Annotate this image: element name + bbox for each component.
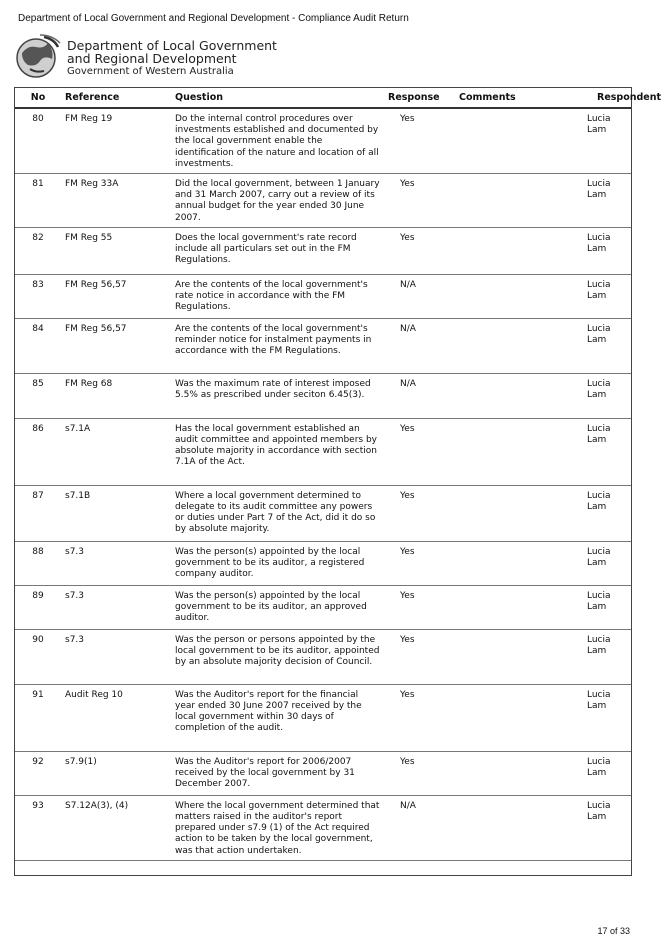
table-body xyxy=(15,108,631,860)
row-reference: FM Reg 33A xyxy=(61,174,171,228)
row-reference: S7.12A(3), (4) xyxy=(61,795,171,860)
row-response: Yes xyxy=(384,541,455,585)
table-row xyxy=(15,227,631,274)
logo-gov-line: Government of Western Australia xyxy=(67,66,234,77)
row-no: 88 xyxy=(15,541,61,585)
row-question: Was the person(s) appointed by the local government to be its auditor, an approved auditor. xyxy=(171,585,384,629)
row-respondent: Lucia Lam xyxy=(573,585,631,629)
table-row xyxy=(15,108,631,174)
row-comments xyxy=(455,227,573,274)
row-no: 82 xyxy=(15,227,61,274)
row-comments xyxy=(455,274,573,318)
row-reference: Audit Reg 10 xyxy=(61,684,171,751)
header-reference: Reference xyxy=(61,88,171,108)
row-no: 90 xyxy=(15,629,61,684)
row-question: Has the local government established an audit committee and appointed members by absolute majority in accordance with section 7.1A of the Act. xyxy=(171,418,384,485)
row-respondent: Lucia Lam xyxy=(573,274,631,318)
row-question: Was the person(s) appointed by the local government to be its auditor, a registered company auditor. xyxy=(171,541,384,585)
header-no: No xyxy=(15,88,61,108)
row-comments xyxy=(455,318,573,373)
table-header-row xyxy=(15,88,631,108)
row-reference: FM Reg 56,57 xyxy=(61,274,171,318)
row-question: Where a local government determined to delegate to its audit committee any powers or duties under Part 7 of the Act, did it do so by absolute majority. xyxy=(171,485,384,541)
table-row xyxy=(15,373,631,418)
table-row xyxy=(15,795,631,860)
row-respondent: Lucia Lam xyxy=(573,227,631,274)
header-comments: Comments xyxy=(455,88,573,108)
row-response: Yes xyxy=(384,684,455,751)
row-reference: FM Reg 55 xyxy=(61,227,171,274)
row-response: N/A xyxy=(384,274,455,318)
row-question: Does the local government's rate record include all particulars set out in the FM Regulations. xyxy=(171,227,384,274)
row-reference: s7.3 xyxy=(61,629,171,684)
row-reference: FM Reg 68 xyxy=(61,373,171,418)
row-respondent: Lucia Lam xyxy=(573,318,631,373)
row-respondent: Lucia Lam xyxy=(573,629,631,684)
row-response: Yes xyxy=(384,585,455,629)
document-header: Department of Local Government and Regional Development - Compliance Audit Return xyxy=(18,13,409,24)
row-question: Did the local government, between 1 January and 31 March 2007, carry out a review of its annual budget for the year ended 30 June 2007. xyxy=(171,174,384,228)
table-row xyxy=(15,274,631,318)
row-no: 84 xyxy=(15,318,61,373)
header-question: Question xyxy=(171,88,384,108)
header-response: Response xyxy=(384,88,455,108)
row-response: N/A xyxy=(384,318,455,373)
header-respondent: Respondent xyxy=(573,88,631,108)
row-question: Where the local government determined that matters raised in the auditor's report prepared under s7.9 (1) of the Act required action to be taken by the local government, was that action undertaken. xyxy=(171,795,384,860)
table-row xyxy=(15,418,631,485)
row-no: 87 xyxy=(15,485,61,541)
row-question: Was the Auditor's report for 2006/2007 received by the local government by 31 December 2007. xyxy=(171,751,384,795)
row-response: Yes xyxy=(384,174,455,228)
row-comments xyxy=(455,795,573,860)
row-respondent: Lucia Lam xyxy=(573,485,631,541)
row-comments xyxy=(455,373,573,418)
row-comments xyxy=(455,541,573,585)
row-respondent: Lucia Lam xyxy=(573,541,631,585)
row-no: 93 xyxy=(15,795,61,860)
table-row xyxy=(15,585,631,629)
row-reference: s7.9(1) xyxy=(61,751,171,795)
row-reference: s7.3 xyxy=(61,541,171,585)
row-respondent: Lucia Lam xyxy=(573,795,631,860)
row-respondent: Lucia Lam xyxy=(573,418,631,485)
table-row xyxy=(15,174,631,228)
row-response: Yes xyxy=(384,629,455,684)
row-reference: FM Reg 19 xyxy=(61,108,171,174)
row-question: Was the maximum rate of interest imposed 5.5% as prescribed under seciton 6.45(3). xyxy=(171,373,384,418)
row-no: 91 xyxy=(15,684,61,751)
row-comments xyxy=(455,629,573,684)
row-respondent: Lucia Lam xyxy=(573,684,631,751)
row-no: 86 xyxy=(15,418,61,485)
row-comments xyxy=(455,751,573,795)
page-number: 17 of 33 xyxy=(597,926,630,936)
row-response: Yes xyxy=(384,485,455,541)
row-comments xyxy=(455,684,573,751)
row-reference: s7.1B xyxy=(61,485,171,541)
table-row xyxy=(15,629,631,684)
row-reference: FM Reg 56,57 xyxy=(61,318,171,373)
table-row xyxy=(15,318,631,373)
row-no: 85 xyxy=(15,373,61,418)
row-no: 92 xyxy=(15,751,61,795)
department-logo xyxy=(14,33,314,83)
row-question: Was the person or persons appointed by the local government to be its auditor, appointed by an absolute majority decision of Council. xyxy=(171,629,384,684)
row-respondent: Lucia Lam xyxy=(573,174,631,228)
row-response: Yes xyxy=(384,751,455,795)
table-row xyxy=(15,751,631,795)
row-question: Do the internal control procedures over investments established and documented by the local government enable the identification of the nature and location of all investments. xyxy=(171,108,384,174)
row-no: 81 xyxy=(15,174,61,228)
logo-dept-line2: and Regional Development xyxy=(67,51,237,66)
compliance-table-frame xyxy=(14,87,661,876)
row-respondent: Lucia Lam xyxy=(573,751,631,795)
row-no: 89 xyxy=(15,585,61,629)
row-respondent: Lucia Lam xyxy=(573,373,631,418)
row-response: Yes xyxy=(384,418,455,485)
row-reference: s7.3 xyxy=(61,585,171,629)
row-reference: s7.1A xyxy=(61,418,171,485)
row-response: Yes xyxy=(384,227,455,274)
compliance-table xyxy=(15,88,661,861)
row-comments xyxy=(455,174,573,228)
row-question: Are the contents of the local government's reminder notice for instalment payments in accordance with the FM Regulations. xyxy=(171,318,384,373)
table-row xyxy=(15,541,631,585)
row-comments xyxy=(455,485,573,541)
row-comments xyxy=(455,418,573,485)
row-response: N/A xyxy=(384,373,455,418)
row-comments xyxy=(455,108,573,174)
row-no: 83 xyxy=(15,274,61,318)
row-question: Was the Auditor's report for the financial year ended 30 June 2007 received by the local government within 30 days of completion of the audit. xyxy=(171,684,384,751)
table-row xyxy=(15,684,631,751)
row-comments xyxy=(455,585,573,629)
table-row xyxy=(15,485,631,541)
logo-dept-line1: Department of Local Government xyxy=(67,38,277,53)
globe-emblem-icon xyxy=(14,33,62,81)
row-respondent: Lucia Lam xyxy=(573,108,631,174)
row-no: 80 xyxy=(15,108,61,174)
row-response: Yes xyxy=(384,108,455,174)
row-question: Are the contents of the local government's rate notice in accordance with the FM Regulations. xyxy=(171,274,384,318)
row-response: N/A xyxy=(384,795,455,860)
